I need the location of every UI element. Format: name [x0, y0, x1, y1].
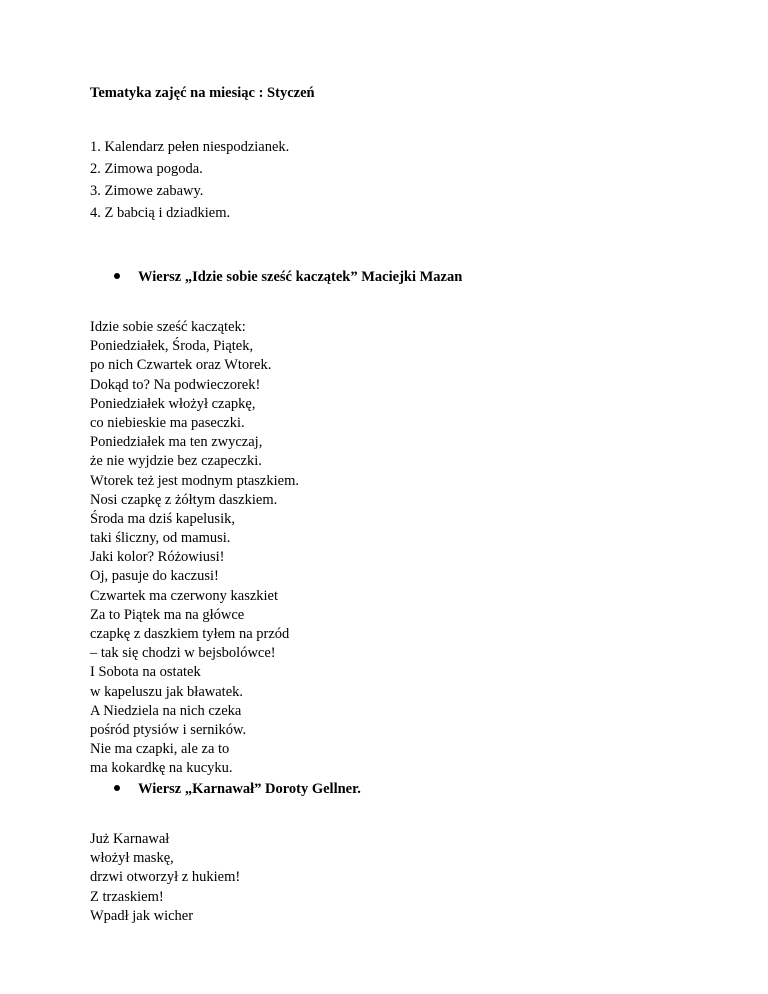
topic-item: 4. Z babcią i dziadkiem.: [90, 205, 231, 221]
bullet-icon: [114, 785, 120, 791]
poem-line: pośród ptysiów i serników.: [90, 721, 247, 738]
poem-line: Nie ma czapki, ale za to: [90, 741, 230, 758]
poem-line: w kapeluszu jak bławatek.: [90, 683, 244, 700]
poem-line: Za to Piątek ma na główce: [90, 606, 245, 623]
topic-item: 2. Zimowa pogoda.: [90, 161, 203, 177]
poem-line: Wpadł jak wicher: [90, 907, 194, 924]
poem-line: Poniedziałek, Środa, Piątek,: [90, 338, 254, 355]
poem-line: Dokąd to? Na podwieczorek!: [90, 376, 261, 393]
poem-line: po nich Czwartek oraz Wtorek.: [90, 357, 272, 374]
bullet-icon: [114, 273, 120, 279]
page-title: Tematyka zajęć na miesiąc : Styczeń: [90, 85, 315, 101]
poem-line: Już Karnawał: [90, 831, 170, 847]
poem-line: Poniedziałek włożył czapkę,: [90, 395, 256, 412]
poem-line: taki śliczny, od mamusi.: [90, 530, 231, 547]
poem-line: Idzie sobie sześć kaczątek:: [90, 319, 246, 335]
poem-line: Jaki kolor? Różowiusi!: [90, 549, 225, 566]
poem-line: I Sobota na ostatek: [90, 664, 201, 681]
poem-line: Nosi czapkę z żółtym daszkiem.: [90, 491, 278, 508]
poem-line: włożył maskę,: [90, 850, 174, 867]
poem-line: Czwartek ma czerwony kaszkiet: [90, 587, 279, 604]
poem2-heading-text: Wiersz „Karnawał” Doroty Gellner.: [138, 781, 361, 797]
poem-line: ma kokardkę na kucyku.: [90, 760, 233, 777]
poem-line: Z trzaskiem!: [90, 888, 164, 905]
poem-line: – tak się chodzi w bejsbolówce!: [90, 645, 276, 662]
poem2-body: [90, 830, 240, 926]
poem-line: Poniedziałek ma ten zwyczaj,: [90, 434, 263, 451]
poem1-heading-text: Wiersz „Idzie sobie sześć kaczątek” Maciejki Mazan: [138, 269, 463, 285]
poem-line: co niebieskie ma paseczki.: [90, 414, 245, 431]
poem-line: że nie wyjdzie bez czapeczki.: [90, 453, 262, 470]
poem-line: A Niedziela na nich czeka: [90, 702, 242, 719]
poem-line: Środa ma dziś kapelusik,: [90, 510, 235, 527]
poem-line: czapkę z daszkiem tyłem na przód: [90, 626, 290, 642]
poem-line: Wtorek też jest modnym ptaszkiem.: [90, 472, 299, 489]
poem-line: Oj, pasuje do kaczusi!: [90, 568, 219, 585]
poem1-body: [90, 318, 299, 779]
poem-line: drzwi otworzył z hukiem!: [90, 869, 241, 886]
topic-item: 1. Kalendarz pełen niespodzianek.: [90, 139, 290, 155]
topic-item: 3. Zimowe zabawy.: [90, 183, 204, 199]
topic-list: [90, 138, 289, 226]
